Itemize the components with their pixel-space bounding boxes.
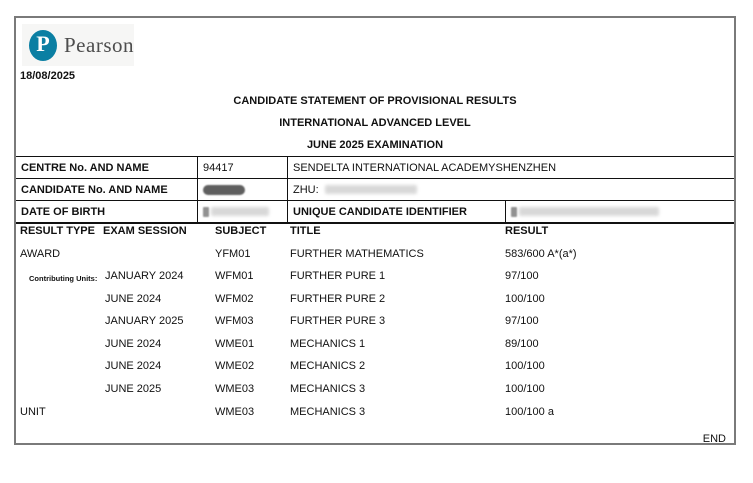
unit-result-row [16, 405, 734, 419]
subject-code: WME02 [215, 360, 255, 372]
result-type: AWARD [20, 248, 61, 260]
results-header-row [16, 224, 734, 238]
exam-session: JANUARY 2025 [105, 315, 184, 327]
centre-row [16, 157, 734, 179]
subject-title: FURTHER PURE 1 [290, 270, 386, 282]
subject-code: WME03 [215, 383, 255, 395]
candidate-name-cell [288, 179, 734, 200]
subject-code: YFM01 [215, 248, 251, 260]
uci-redacted [519, 207, 659, 216]
exam-session: JUNE 2024 [105, 360, 162, 372]
header-result: RESULT [505, 225, 549, 237]
dob-label: DATE OF BIRTH [16, 201, 198, 222]
award-row [16, 247, 734, 261]
centre-number: 94417 [198, 157, 288, 178]
result-value: 583/600 A*(a*) [505, 248, 577, 260]
document-title: CANDIDATE STATEMENT OF PROVISIONAL RESULTS [233, 95, 517, 107]
unit-row-6 [16, 382, 734, 396]
unit-row-3 [16, 314, 734, 328]
unit-row-4 [16, 337, 734, 351]
uci-value-cell [506, 201, 734, 222]
result-value: 100/100 [505, 293, 545, 305]
end-marker: END [702, 433, 726, 445]
centre-label: CENTRE No. AND NAME [16, 157, 198, 178]
qualification-title: INTERNATIONAL ADVANCED LEVEL [279, 117, 471, 129]
candidate-number-redacted [203, 185, 245, 195]
result-type: UNIT [20, 406, 46, 418]
examination-session-title: JUNE 2025 EXAMINATION [306, 139, 444, 151]
subject-code: WFM02 [215, 293, 254, 305]
dob-value-cell [198, 201, 288, 222]
uci-redacted-start [511, 207, 517, 217]
pearson-wordmark: Pearson [64, 32, 134, 57]
subject-title: MECHANICS 2 [290, 360, 366, 372]
result-value: 100/100 [505, 383, 545, 395]
candidate-name-prefix: ZHU: [293, 183, 319, 196]
unit-row-1 [16, 269, 734, 283]
subject-title: MECHANICS 3 [290, 383, 366, 395]
candidate-row [16, 179, 734, 201]
subject-code: WFM01 [215, 270, 254, 282]
dob-redacted-start [203, 207, 209, 217]
exam-session: JUNE 2024 [105, 293, 162, 305]
candidate-number-cell [198, 179, 288, 200]
subject-code: WME01 [215, 338, 255, 350]
header-exam-session: EXAM SESSION [103, 225, 187, 237]
unit-row-5 [16, 359, 734, 373]
result-value: 97/100 [505, 270, 539, 282]
unit-row-2 [16, 292, 734, 306]
statement-date: 18/08/2025 [20, 70, 76, 82]
pearson-p-icon: P [36, 31, 50, 56]
results-statement-document [14, 16, 736, 445]
dob-uci-row [16, 201, 734, 224]
uci-label: UNIQUE CANDIDATE IDENTIFIER [288, 201, 506, 222]
pearson-logo [22, 24, 134, 66]
candidate-info-table [16, 156, 734, 224]
result-value: 100/100 [505, 360, 545, 372]
subject-code: WME03 [215, 406, 255, 418]
subject-title: FURTHER PURE 3 [290, 315, 386, 327]
header-result-type: RESULT TYPE [20, 225, 95, 237]
exam-session: JUNE 2024 [105, 338, 162, 350]
subject-code: WFM03 [215, 315, 254, 327]
pearson-logo-circle-icon [29, 30, 57, 61]
header-subject: SUBJECT [215, 225, 267, 237]
result-value: 97/100 [505, 315, 539, 327]
dob-redacted [211, 207, 269, 216]
centre-name: SENDELTA INTERNATIONAL ACADEMYSHENZHEN [293, 161, 557, 174]
result-value: 89/100 [505, 338, 539, 350]
candidate-name-redacted [325, 185, 417, 194]
exam-session: JANUARY 2024 [105, 270, 184, 282]
subject-title: FURTHER PURE 2 [290, 293, 386, 305]
subject-title: MECHANICS 3 [290, 406, 366, 418]
subject-title: MECHANICS 1 [290, 338, 366, 350]
candidate-label: CANDIDATE No. AND NAME [16, 179, 198, 200]
exam-session: JUNE 2025 [105, 383, 162, 395]
subject-title: FURTHER MATHEMATICS [290, 248, 424, 260]
header-title: TITLE [290, 225, 321, 237]
contributing-units-label: Contributing Units: [29, 274, 98, 283]
result-value: 100/100 a [505, 406, 554, 418]
